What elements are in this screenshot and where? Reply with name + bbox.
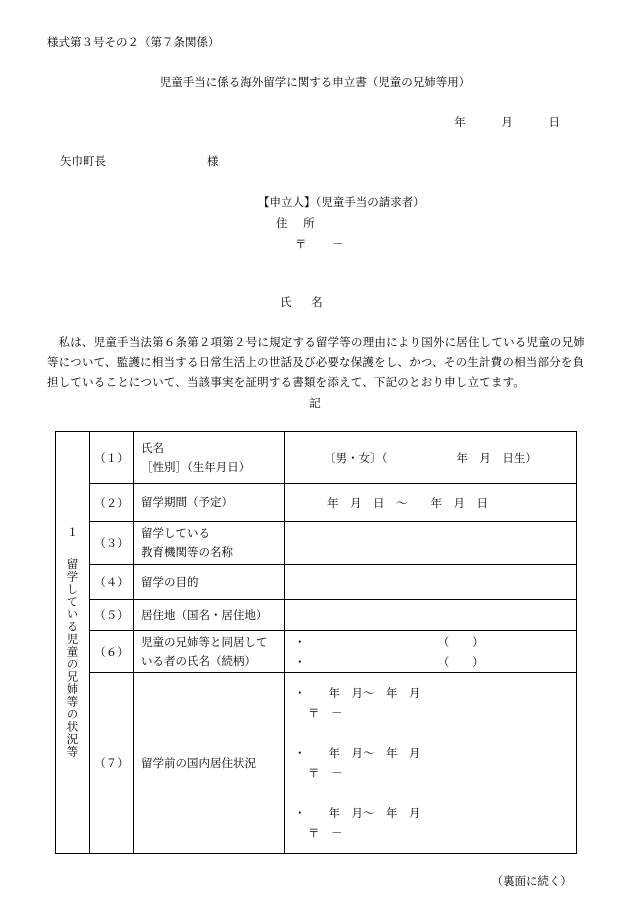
- row-label-name: [134, 432, 285, 484]
- residence-period: ・ 年 月～ 年 月: [294, 686, 421, 700]
- row-number: （１）: [90, 432, 134, 484]
- purpose-field[interactable]: [285, 565, 577, 600]
- row-label-line: ［性別］（生年月日）: [141, 459, 251, 474]
- date-month-label: 月: [501, 115, 513, 129]
- row-number: （４）: [90, 565, 134, 600]
- domestic-residence-field[interactable]: [285, 673, 577, 854]
- ki-mark: 記: [309, 396, 321, 410]
- residence-period: ・ 年 月～ 年 月: [294, 746, 421, 760]
- name-gender-birth-field[interactable]: 〔男・女〕（ 年 月 日生）: [285, 432, 577, 484]
- document-title: 児童手当に係る海外留学に関する申立書（児童の兄姉等用）: [159, 75, 471, 89]
- residence-postal: 〒 －: [308, 766, 343, 780]
- date-day-label: 日: [548, 115, 560, 129]
- row-label-line: 児童の兄姉等と同居して: [141, 634, 268, 649]
- postal-dash: －: [332, 237, 344, 251]
- section-title: 留学している児童の兄姉等の状況等: [65, 558, 80, 758]
- row-label-line: 教育機関等の名称: [141, 545, 233, 559]
- residence-entry[interactable]: [294, 743, 576, 783]
- row-number: （６）: [90, 631, 134, 673]
- residence-field[interactable]: [285, 600, 577, 631]
- row-number: （７）: [90, 673, 134, 854]
- residence-postal: 〒 －: [308, 826, 343, 840]
- row-label-institution: [134, 522, 285, 565]
- name-label: 氏 名: [280, 295, 331, 309]
- residence-entry[interactable]: [294, 683, 576, 723]
- study-period-field[interactable]: 年 月 日 ～ 年 月 日: [285, 484, 577, 522]
- form-number: 様式第３号その２（第７条関係）: [47, 35, 220, 49]
- addressee-suffix: 様: [207, 154, 219, 168]
- section-number: １: [66, 525, 79, 539]
- row-number: （３）: [90, 522, 134, 565]
- row-label-line: いる者の氏名（続柄）: [141, 653, 256, 668]
- row-label-domestic: 留学前の国内居住状況: [134, 673, 285, 854]
- row-label-line: 留学している: [141, 526, 210, 540]
- row-label-line: 氏名: [141, 440, 164, 455]
- cohabitant-entry[interactable]: ・ （ ）: [294, 654, 484, 669]
- institution-field[interactable]: [285, 522, 577, 565]
- row-number: （２）: [90, 484, 134, 522]
- addressee: 矢巾町長: [60, 154, 106, 168]
- row-label-period: 留学期間（予定）: [134, 484, 285, 522]
- residence-period: ・ 年 月～ 年 月: [294, 806, 421, 820]
- residence-postal: 〒 －: [308, 706, 343, 720]
- row-label-purpose: 留学の目的: [134, 565, 285, 600]
- cohabitant-entry[interactable]: ・ （ ）: [294, 634, 484, 649]
- continued-note: （裏面に続く）: [491, 874, 572, 888]
- date-year-label: 年: [454, 115, 466, 129]
- status-table: [55, 431, 577, 854]
- residence-entry[interactable]: [294, 803, 576, 843]
- section-cell: [56, 432, 90, 854]
- declaration-text: 私は、児童手当法第６条第２項第２号に規定する留学等の理由により国外に居住している児童の兄姉等について、監護に相当する日常生活上の世話及び必要な保護をし、かつ、その生計費の相当部分を負担していることについて、当該事実を証明する書類を添えて、下記のとおり申し立てます。: [47, 335, 585, 389]
- postal-mark: 〒: [295, 237, 307, 251]
- address-label: 住 所: [276, 216, 321, 230]
- date-line: [436, 114, 560, 130]
- cohabitant-field[interactable]: [285, 631, 577, 673]
- row-label-residence: 居住地（国名・居住地）: [134, 600, 285, 631]
- postal-code-field[interactable]: [295, 236, 344, 252]
- row-number: （５）: [90, 600, 134, 631]
- row-label-cohabitant: [134, 631, 285, 673]
- applicant-heading: 【申立人】（児童手当の請求者）: [258, 195, 425, 209]
